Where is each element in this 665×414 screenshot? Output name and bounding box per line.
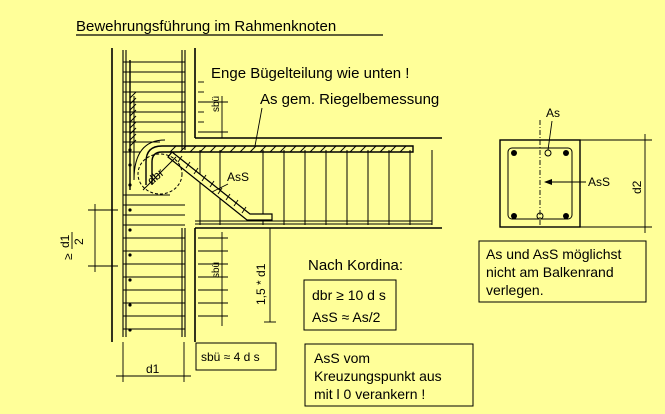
sbu-lower-dimension	[198, 232, 228, 326]
label-d1-bottom: d1	[146, 362, 160, 376]
section-arrow-ass	[544, 179, 552, 185]
box-section-line2: nicht am Balkenrand	[486, 264, 614, 280]
column-bars	[123, 50, 185, 337]
label-kordina: Nach Kordina:	[308, 257, 404, 274]
svg-text:≥: ≥	[61, 253, 75, 260]
box-anchor-line2: Kreuzungspunkt aus	[314, 368, 442, 384]
label-15d1: 1,5 * d1	[254, 263, 268, 305]
box-kordina-line2: AsS ≈ As/2	[312, 309, 381, 325]
beam-stirrups	[200, 150, 410, 225]
svg-text:d1: d1	[58, 234, 72, 248]
label-as-beam: As gem. Riegelbemessung	[260, 91, 440, 108]
main-bar-as-outer	[134, 96, 165, 180]
diagram-title: Bewehrungsführung im Rahmenknoten	[76, 18, 337, 35]
label-sbu-upper: sbü	[211, 95, 222, 112]
dim-d1-half	[88, 204, 118, 272]
section-label-as: As	[546, 106, 561, 120]
section-leader-as	[548, 121, 552, 150]
svg-text:2: 2	[72, 238, 86, 245]
beam-bottom-bars	[195, 221, 432, 224]
label-ass-diag: AsS	[227, 170, 250, 184]
box-kordina-line1: dbr ≥ 10 d s	[312, 287, 386, 303]
section-label-d2: d2	[630, 180, 644, 194]
label-sbu-lower: sbü	[211, 261, 222, 278]
box-sbu-text: sbü ≈ 4 d s	[201, 350, 260, 364]
box-section-line3: verlegen.	[486, 282, 544, 298]
note-stirrups: Enge Bügelteilung wie unten !	[211, 65, 410, 82]
label-dbr: dbr	[144, 165, 167, 188]
leader-as-beam	[255, 108, 262, 146]
label-d1-half	[58, 232, 86, 260]
column-stirrups-upper	[123, 62, 185, 132]
box-anchor-line3: mit l 0 verankern !	[314, 386, 426, 402]
box-anchor-line1: AsS vom	[314, 350, 371, 366]
section-label-ass: AsS	[588, 175, 611, 189]
box-section-line1: As und AsS möglichst	[486, 246, 622, 262]
section-bar-as	[545, 150, 551, 156]
